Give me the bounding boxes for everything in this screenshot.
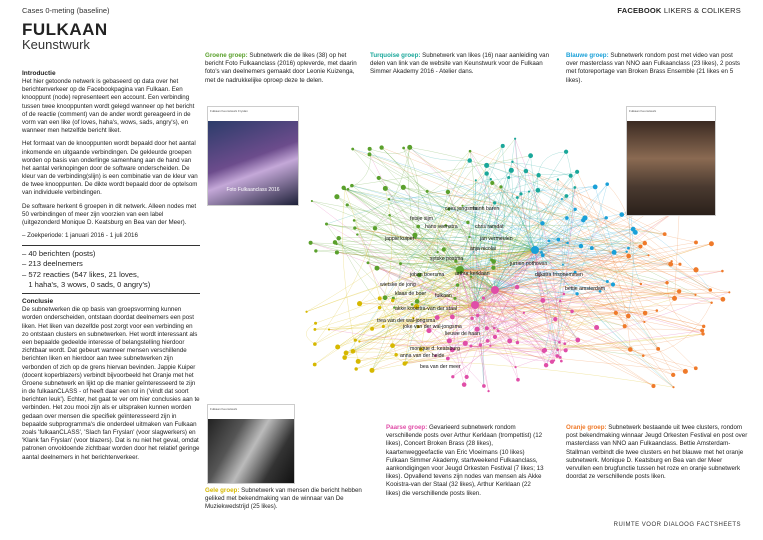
network-node <box>672 386 674 388</box>
post-photo <box>208 419 294 483</box>
orange-group-label: Oranje groep: <box>566 424 607 431</box>
network-node <box>309 241 313 245</box>
network-node <box>486 339 490 343</box>
network-node <box>399 262 402 265</box>
network-node <box>612 250 617 255</box>
network-node <box>553 359 555 361</box>
network-node <box>484 163 489 168</box>
network-node-label: trea van der wal-jongsma <box>377 318 436 324</box>
page-title: FULKAAN <box>22 20 108 39</box>
network-node <box>487 390 489 392</box>
post-photo-caption: Foto Fulkaanclass 2016 <box>226 187 280 193</box>
network-node <box>593 185 598 190</box>
network-node <box>328 328 330 330</box>
orange-group-text: Subnetwerk bestaande uit twee clusters, rondom post bekendmaking winnaar Jeugd Orkesten Festival en post over masterclass van NNO aan Fulkaanclass. Bettie Amsterdam-Stallman verbindt die twee clusters en het blauwe met het oranje subnetwerk. Monique D. Keatsburg en Bea van der Meer vervullen een brugfunctie tussen het roze en oranje subnetwerk doordat ze verschillende posts liken. <box>566 424 748 481</box>
network-node <box>558 341 561 344</box>
network-node <box>351 148 354 151</box>
post-photo <box>208 121 298 205</box>
turquoise-group-label: Turquoise groep: <box>370 52 421 59</box>
network-node <box>509 168 514 173</box>
network-node <box>562 264 564 266</box>
network-node <box>544 363 548 367</box>
network-node <box>556 348 559 351</box>
network-node <box>314 322 317 325</box>
network-node-label: fulkaan <box>435 293 452 299</box>
network-node <box>493 327 496 330</box>
network-node <box>314 249 317 252</box>
network-node <box>341 186 345 190</box>
green-group-text: Subnetwerk die de likes (38) op het bericht Foto Fulkaanclass (2016) opleverde, met daarin foto's van deelnemers gemaakt door Leonie Kuizenga, met de nadrukkelijke oproep deze te delen. <box>205 52 357 84</box>
network-node <box>435 315 440 320</box>
network-node <box>605 182 609 186</box>
turquoise-group-text: Subnetwerk van likes (16) naar aanleiding van delen van link van de website van Keunstwurk voor de Fulkaan Simmer Akademy 2016 - Atelier dans. <box>370 52 550 76</box>
network-node <box>491 259 496 264</box>
network-node <box>404 362 406 364</box>
network-node <box>700 329 704 333</box>
network-node <box>566 242 569 245</box>
network-node-label: fetsje sijm <box>410 216 434 222</box>
post-page-name: Fulkaan Keunstwurk <box>629 109 657 113</box>
network-node <box>453 297 456 300</box>
network-node <box>344 350 349 355</box>
network-node <box>391 299 395 303</box>
network-node <box>342 355 347 360</box>
network-node <box>463 341 468 346</box>
network-node <box>311 200 313 202</box>
network-node <box>638 244 642 248</box>
search-period: – Zoekperiode: 1 januari 2016 - 1 juli 2016 <box>22 232 138 240</box>
network-node <box>475 179 477 181</box>
green-group-label: Groene groep: <box>205 52 248 59</box>
network-node <box>469 344 472 347</box>
network-node <box>559 300 561 302</box>
network-node <box>606 280 609 283</box>
network-node-label: dijkstra frisonemmen <box>535 272 583 278</box>
network-node <box>493 335 497 339</box>
network-node <box>575 338 580 343</box>
network-node <box>470 316 474 320</box>
network-node <box>446 357 450 361</box>
network-node <box>388 198 390 200</box>
network-node <box>542 348 547 353</box>
network-hub-node <box>531 246 539 254</box>
network-node <box>628 347 633 352</box>
network-node-label: lieuwe de haan <box>445 331 480 337</box>
network-node-label: jan vermeulen <box>480 236 513 242</box>
network-node <box>356 359 361 364</box>
network-node <box>367 261 370 264</box>
network-node <box>564 348 568 352</box>
network-edge <box>448 151 470 192</box>
network-node-label: jurrien pothoven <box>510 261 548 267</box>
network-node <box>515 285 519 289</box>
network-node <box>631 227 636 232</box>
stat-participants: – 213 deelnemers <box>22 259 83 269</box>
divider <box>22 245 200 246</box>
network-node <box>382 325 385 328</box>
network-node <box>415 299 420 304</box>
network-node <box>388 214 391 217</box>
network-node <box>548 239 551 242</box>
header-title-bold: FACEBOOK <box>617 6 662 15</box>
network-node-label: joke van der wal-jongsma <box>403 324 462 330</box>
network-node <box>501 144 505 148</box>
header-title-rest: LIKERS & COLIKERS <box>661 6 741 15</box>
network-node <box>383 295 388 300</box>
network-node <box>462 382 467 387</box>
network-edge <box>306 323 315 344</box>
network-node <box>694 294 696 296</box>
network-node <box>540 251 543 254</box>
network-node <box>373 226 377 230</box>
network-node <box>642 354 645 357</box>
network-node <box>490 178 492 180</box>
blue-group-label: Blauwe groep: <box>566 52 609 59</box>
network-node <box>671 260 673 262</box>
purple-group-text: Gevarieerd subnetwerk rondom verschillende posts over Arthur Kerklaan (trompettist) (12 likes), Concert Broken Brass (28 likes), kaartenweggeefactie van Eric Vloeimans (10 likes) Fulkaan Simmer Akademy, startweekend Fulkaanclass, aankondigingen voor Jeugd Orkesten Festival (7 likes; 13 likes). Opvallend tevens zijn nodes van mensen als Akke Kooistra-van der Staal (32 likes), Arthur Kerklaan (22 likes) die verschillende posts liken. <box>386 424 544 497</box>
network-node <box>358 340 360 342</box>
network-node <box>528 191 530 193</box>
network-edge <box>410 147 470 160</box>
network-node <box>573 186 576 189</box>
network-node-label: wietske de jong <box>380 282 416 288</box>
network-node <box>721 297 726 302</box>
network-node <box>514 138 516 140</box>
network-node <box>574 208 577 211</box>
network-node <box>313 363 317 367</box>
network-node <box>442 247 446 251</box>
network-node-label: bea van der meer <box>420 364 461 370</box>
network-node <box>623 324 627 328</box>
network-node <box>563 293 566 296</box>
network-node-label: arthur kerklaan <box>455 271 490 277</box>
network-node <box>694 366 698 370</box>
header-title <box>617 6 741 15</box>
network-node <box>335 250 339 254</box>
network-node <box>575 170 579 174</box>
intro-paragraph-3: De software herkent 6 groepen in dit netwerk. Alleen nodes met 50 verbindingen of meer zijn voorzien van een label (uitgezonderd Monique D. Keatsburg en Bea van der Meer). <box>22 202 197 226</box>
green-group-desc <box>205 52 365 85</box>
network-node <box>334 194 339 199</box>
network-node <box>335 243 337 245</box>
stat-posts: – 40 berichten (posts) <box>22 249 96 259</box>
network-node <box>640 283 642 285</box>
network-node <box>694 240 698 244</box>
network-node-label: akke kooistra-van der staal <box>395 306 457 312</box>
stat-reactions-cont: 1 haha's, 3 wows, 0 sads, 0 angry's) <box>22 279 151 289</box>
network-node <box>555 354 559 358</box>
network-node <box>626 254 631 259</box>
network-node-label: chris ramdat <box>475 224 504 230</box>
yellow-group-desc <box>205 487 370 512</box>
network-node-label: klaas de boer <box>395 291 427 297</box>
network-node <box>590 246 594 250</box>
network-node <box>353 226 356 229</box>
network-node <box>369 368 374 373</box>
network-node-label: sytske postma <box>430 256 464 262</box>
network-node <box>447 338 452 343</box>
blue-group-desc <box>566 52 746 85</box>
network-node <box>565 194 569 198</box>
network-node <box>570 310 574 314</box>
purple-group-desc <box>386 424 546 498</box>
network-node <box>619 212 624 217</box>
network-node <box>456 283 460 287</box>
network-node <box>354 367 357 370</box>
network-node <box>351 349 356 354</box>
network-node <box>627 247 630 250</box>
network-node <box>390 343 395 348</box>
network-node <box>450 314 455 319</box>
network-node <box>514 366 516 368</box>
network-node <box>497 329 500 332</box>
network-node <box>466 221 469 224</box>
network-node-label: jappie kuiper <box>385 236 415 242</box>
network-node <box>313 342 317 346</box>
network-node <box>378 296 382 300</box>
network-node <box>368 152 372 156</box>
network-node <box>469 150 472 153</box>
network-node <box>407 145 412 150</box>
network-node <box>614 311 618 315</box>
network-edge <box>537 152 566 191</box>
network-edge <box>487 163 571 176</box>
network-node <box>683 369 688 374</box>
network-node <box>379 145 383 149</box>
post-page-name: Fulkaan Keunstwurk Fryslan <box>210 109 248 113</box>
network-node <box>671 373 675 377</box>
left-column <box>22 70 200 467</box>
header-category: Cases 0-meting (baseline) <box>22 6 110 15</box>
network-node <box>651 384 655 388</box>
network-node <box>643 321 645 323</box>
footer: RUIMTE VOOR DIALOOG FACTSHEETS <box>613 522 741 528</box>
network-node <box>313 328 316 331</box>
network-node <box>656 347 660 351</box>
network-node <box>563 342 566 345</box>
network-node <box>402 147 405 150</box>
network-node <box>507 176 510 179</box>
network-node <box>557 178 559 180</box>
network-node <box>375 266 380 271</box>
network-node <box>536 188 541 193</box>
intro-paragraph-2: Het formaat van de knooppunten wordt bepaald door het aantal inkomende en uitgaande verbindingen. De gekleurde groepen worden op basis van onderlinge samenhang aan de hand van het aantal verknopingen door de software onderscheiden. De kleur van de verbinding(slijn) is een combinatie van de kleur van de twee knooppunten. De dikte wordt bepaald door de optelsom van individuele verbindingen. <box>22 140 198 197</box>
network-node <box>643 311 648 316</box>
network-node <box>702 325 705 328</box>
network-node-label: cees jongsma <box>445 206 478 212</box>
network-edge <box>345 358 674 388</box>
network-node <box>489 345 491 347</box>
network-node-label: hanh baren <box>473 206 500 212</box>
network-node <box>559 356 562 359</box>
network-node <box>663 232 667 236</box>
yellow-group-text: Subnetwerk van mensen die bericht hebben geliked met bekendmaking van de winnaar van De Muziekwedstrijd (25 likes). <box>205 487 362 511</box>
intro-heading: Introductie <box>22 70 56 77</box>
network-node <box>556 238 560 242</box>
network-node <box>564 150 568 154</box>
network-node <box>693 267 698 272</box>
network-node <box>370 327 374 331</box>
network-node <box>523 312 525 314</box>
network-node <box>368 147 372 151</box>
page-subtitle: Keunstwurk <box>22 37 90 52</box>
network-node-label: anja nicolai <box>470 246 496 252</box>
network-node <box>728 291 730 293</box>
network-node <box>394 353 397 356</box>
network-node <box>357 301 362 306</box>
network-node <box>565 216 569 220</box>
network-node <box>678 263 681 266</box>
network-hub-node <box>491 286 499 294</box>
network-node <box>540 221 544 225</box>
network-node <box>335 344 340 349</box>
network-node <box>437 251 439 253</box>
network-node <box>561 198 563 200</box>
network-node <box>594 325 599 330</box>
stat-reactions: – 572 reacties (547 likes, 21 loves, <box>22 269 139 279</box>
network-node <box>377 176 381 180</box>
network-node <box>346 203 349 206</box>
network-node <box>493 201 496 204</box>
green-post-screenshot <box>207 106 299 206</box>
network-node <box>648 254 650 256</box>
network-node <box>378 306 382 310</box>
network-node <box>356 233 358 235</box>
post-header <box>208 107 298 121</box>
network-node <box>336 236 340 240</box>
network-node <box>519 192 522 195</box>
network-node <box>350 184 354 188</box>
network-node <box>485 326 489 330</box>
network-node <box>479 343 482 346</box>
network-node <box>524 169 528 173</box>
network-node <box>643 241 647 245</box>
network-node <box>482 384 486 388</box>
network-node <box>468 236 470 238</box>
network-node <box>708 288 712 292</box>
network-node <box>582 215 587 220</box>
network-node <box>465 375 469 379</box>
network-node <box>507 338 512 343</box>
network-node <box>516 196 519 199</box>
network-node <box>528 153 533 158</box>
network-node <box>672 296 677 301</box>
network-node <box>701 332 704 335</box>
network-node <box>401 185 406 190</box>
divider <box>22 293 200 294</box>
purple-group-label: Paarse groep: <box>386 424 428 431</box>
network-node <box>485 171 489 175</box>
network-node <box>611 282 615 286</box>
network-node <box>451 375 454 378</box>
network-node <box>626 314 631 319</box>
network-node <box>560 360 563 363</box>
network-node <box>446 190 450 194</box>
network-node-label: hans veenstra <box>425 224 458 230</box>
network-node <box>709 241 714 246</box>
network-node <box>541 253 545 257</box>
network-node <box>347 188 350 191</box>
network-node <box>665 281 668 284</box>
network-node <box>383 186 388 191</box>
network-node-label: monique d. keatsburg <box>410 346 460 352</box>
network-node <box>536 173 540 177</box>
network-node <box>354 339 357 342</box>
network-node <box>569 174 573 178</box>
network-node <box>516 341 519 344</box>
intro-paragraph-1: Het hier getoonde netwerk is gebaseerd op data over het berichtenverkeer op de Facebookpagina van Fulkaan. Een knooppunt (node) representeert een account. Een verbinding tussen twee knooppunten wordt gelegd wanneer op het bericht of de reactie (comment) van de ander wordt gereageerd in de vorm van een like (of loves, haha's, wows, sads, angry's), en wanneer men hetzelfde bericht liket. <box>22 78 195 135</box>
network-node <box>511 161 513 163</box>
network-node <box>656 309 659 312</box>
conclusion-heading: Conclusie <box>22 298 54 306</box>
network-node <box>579 244 584 249</box>
network-node <box>625 250 627 252</box>
conclusion-text: De subnetwerken die op basis van groepsvorming kunnen worden onderscheiden, ontstaan doordat deelnemers een post liken. Het liken van dezelfde post zorgt voor een verbinding en zo ontstaan clusters en subnetwerken. Het wordt interessant als een bepaalde gedeelde interesse of belangstelling hierdoor zichtbaar wordt. Dat gebeurt wanneer mensen verschillende berichten liken en hierdoor aan twee subnetwerken zijn verbonden of zich op de grens hiervan bevinden. Jappie Kuiper (docent koperblazers) verbindt bijvoorbeeld het Oranje met het Groene subnetwerk en lijkt op die manier geïnteresseerd te zijn in de fulkaanCLASS - of heeft daar een rol in ('vindt dat soort berichten leuk'). Echter, het gaat te ver om hier conclusies aan te verbinden. Het zou mooi zijn als er uitspraken kunnen worden gedaan over mensen die specifiek geïnteresseerd zijn in bepaalde subprogramma's die onderdeel uitmaken van Fulkaan zoals 'fulkaanCLASS', 'Slach fan Fryslan' (voor slagwerkers) en 'Klank fan Fryslan' (voor blazers). Dat is nu niet het geval, omdat patronen onvoldoende zichtbaar worden door het relatief geringe aantal deelnemers in het berichtenverkeer. <box>22 306 200 461</box>
stats-list <box>22 249 200 290</box>
blue-post-screenshot <box>626 106 716 216</box>
yellow-post-screenshot <box>207 404 295 484</box>
network-node <box>416 225 420 229</box>
post-header <box>627 107 715 121</box>
post-header <box>208 405 294 419</box>
orange-group-desc <box>566 424 748 481</box>
yellow-group-label: Gele groep: <box>205 487 240 494</box>
network-node <box>710 302 712 304</box>
network-node <box>490 181 494 185</box>
network-hub-node <box>471 301 479 309</box>
network-node <box>553 317 557 321</box>
network-node <box>540 298 545 303</box>
network-node <box>677 289 681 293</box>
post-photo <box>627 121 715 215</box>
network-node <box>516 378 520 382</box>
network-node-label: bettie amsterdam <box>565 286 606 292</box>
network-node <box>476 314 479 317</box>
network-node <box>305 311 307 313</box>
network-node <box>426 190 429 193</box>
turquoise-group-desc <box>370 52 555 77</box>
network-node <box>575 292 578 295</box>
network-node-label: anna van der heide <box>400 353 445 359</box>
network-node <box>721 270 724 273</box>
network-node <box>668 262 673 267</box>
blue-group-text: Subnetwerk rondom post met video van post over masterclass van NNO aan Fulkaanclass (23 likes), 2 posts met fotoreportage van Broken Brass Ensemble (21 likes en 5 likes). <box>566 52 741 84</box>
network-node <box>353 219 356 222</box>
network-node <box>491 266 495 270</box>
network-node <box>482 296 485 299</box>
network-node <box>499 185 502 188</box>
network-node <box>605 216 608 219</box>
network-node-label: johan boersma <box>410 272 445 278</box>
post-page-name: Fulkaan Keunstwurk <box>210 407 238 411</box>
network-node <box>325 223 328 226</box>
network-node <box>467 158 472 163</box>
